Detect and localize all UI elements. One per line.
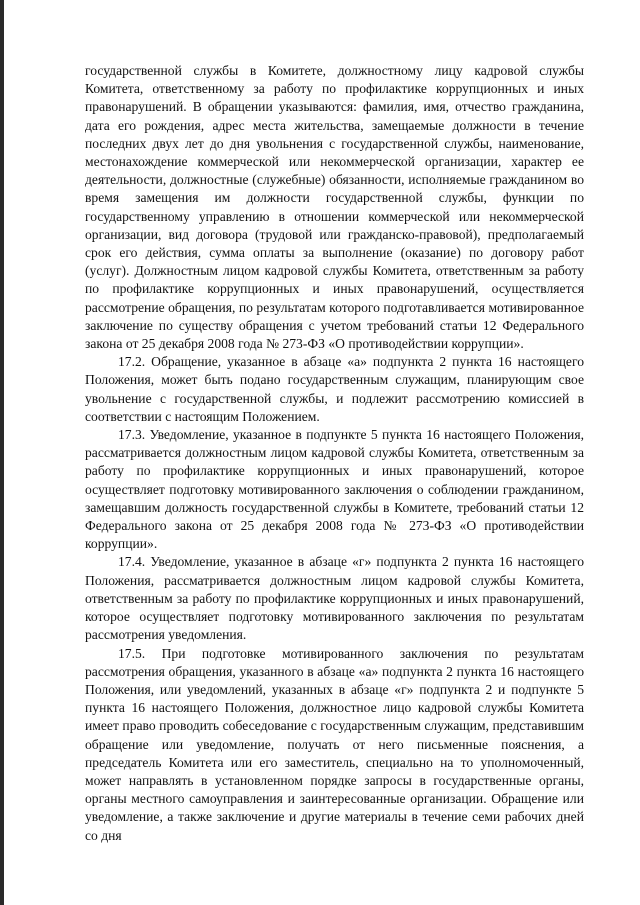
scan-edge bbox=[0, 0, 4, 905]
paragraph-17-1-continuation: государственной службы в Комитете, должностному лицу кадровой службы Комитета, ответственному за работу по профилактике коррупционных и иных правонарушений. В обращении указываются: фамилия, имя, отчество гражданина, дата его рождения, адрес места жительства, замещаемые должности в течение последних двух лет до дня увольнения с государственной службы, наименование, местонахождение коммерческой или некоммерческой организации, характер ее деятельности, должностные (служебные) обязанности, исполняемые гражданином во время замещения им должности государственной службы, функции по государственному управлению в отношении коммерческой или некоммерческой организации, вид договора (трудовой или гражданско-правовой), предполагаемый срок его действия, сумма оплаты за выполнение (оказание) по договору работ (услуг). Должностным лицом кадровой службы Комитета, ответственным за работу по профилактике коррупционных и иных правонарушений, осуществляется рассмотрение обращения, по результатам которого подготавливается мотивированное заключение по существу обращения с учетом требований статьи 12 Федерального закона от 25 декабря 2008 года № 273-ФЗ «О противодействии коррупции». bbox=[85, 63, 584, 352]
paragraph-17-4: 17.4. Уведомление, указанное в абзаце «г» подпункта 2 пункта 16 настоящего Положения, рассматривается должностным лицом кадровой службы Комитета, ответственным за работу по профилактике коррупционных и иных правонарушений, которое осуществляет подготовку мотивированного заключения по результатам рассмотрения уведомления. bbox=[85, 554, 584, 643]
document-page bbox=[85, 62, 584, 845]
paragraph-17-3: 17.3. Уведомление, указанное в подпункте 5 пункта 16 настоящего Положения, рассматривается должностным лицом кадровой службы Комитета, ответственным за работу по профилактике коррупционных и иных правонарушений, которое осуществляет подготовку мотивированного заключения о соблюдении гражданином, замещавшим должность государственной службы в Комитете, требований статьи 12 Федерального закона от 25 декабря 2008 года № 273-ФЗ «О противодействии коррупции». bbox=[85, 427, 584, 552]
paragraph-17-5: 17.5. При подготовке мотивированного заключения по результатам рассмотрения обращения, указанного в абзаце «а» подпункта 2 пункта 16 настоящего Положения, или уведомлений, указанных в абзаце «г» подпункта 2 и подпункте 5 пункта 16 настоящего Положения, должностное лицо кадровой службы Комитета имеет право проводить собеседование с государственным служащим, представившим обращение или уведомление, получать от него письменные пояснения, а председатель Комитета или его заместитель, специально на то уполномоченный, может направлять в установленном порядке запросы в государственные органы, органы местного самоуправления и заинтересованные организации. Обращение или уведомление, а также заключение и другие материалы в течение семи рабочих дней со дня bbox=[85, 645, 584, 843]
paragraph-17-2: 17.2. Обращение, указанное в абзаце «а» подпункта 2 пункта 16 настоящего Положения, может быть подано государственным служащим, планирующим свое увольнение с государственной службы, и подлежит рассмотрению комиссией в соответствии с настоящим Положением. bbox=[85, 354, 584, 424]
